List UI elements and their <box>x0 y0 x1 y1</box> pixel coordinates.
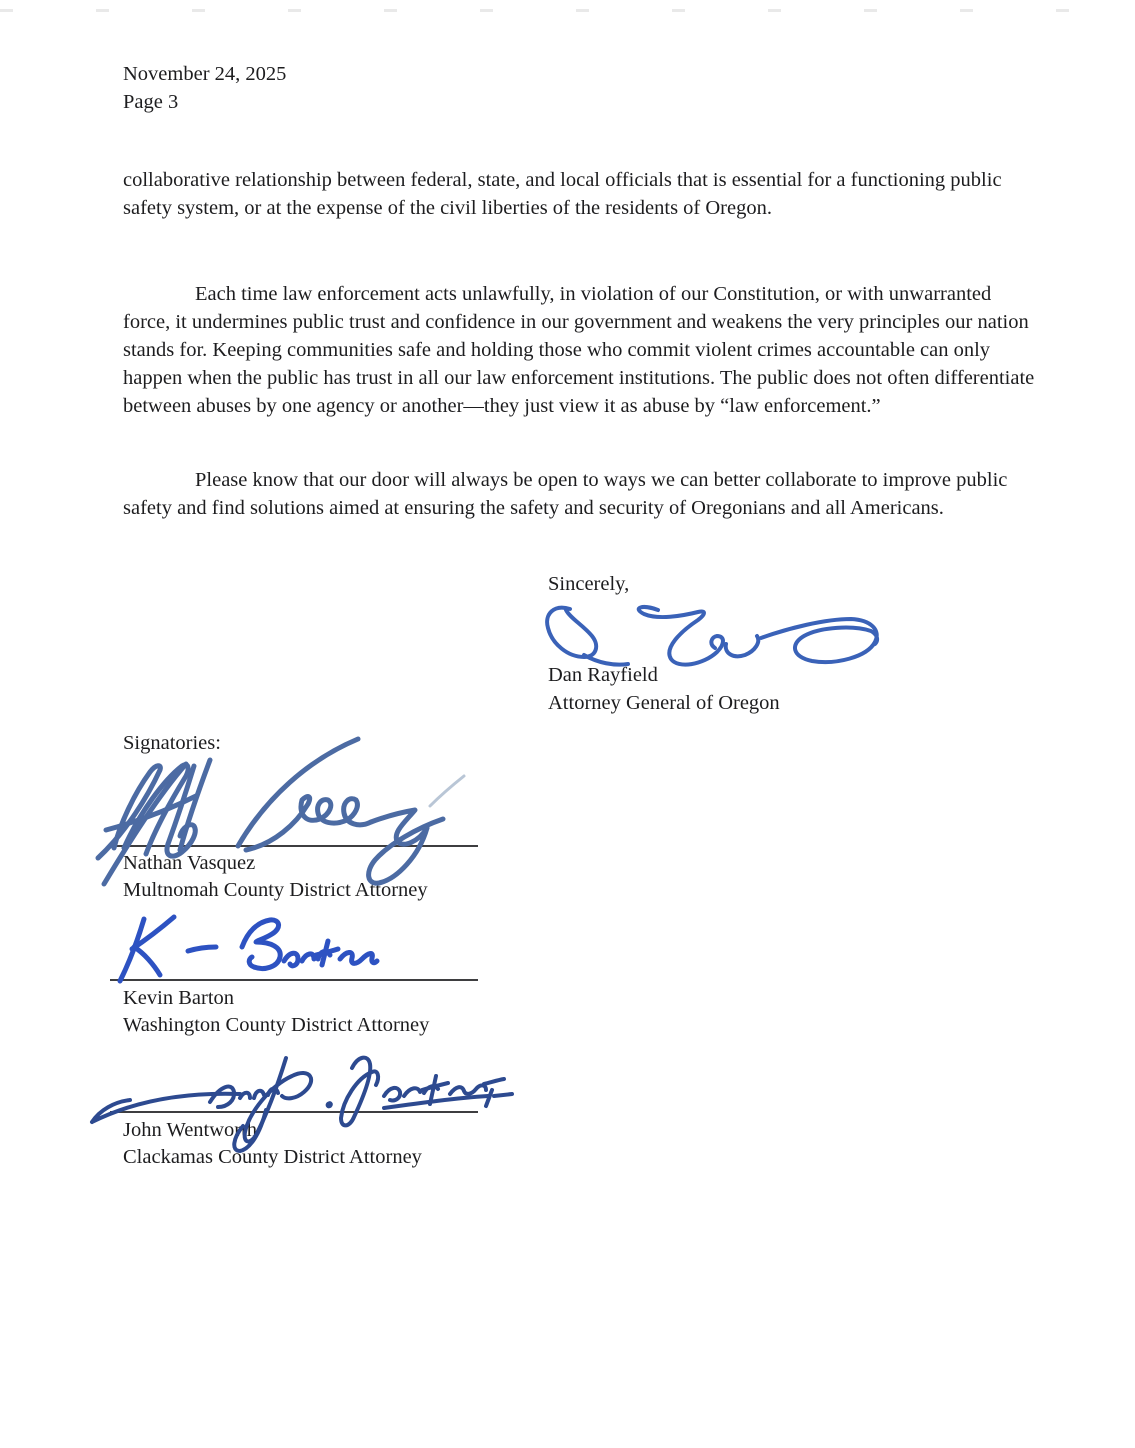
signatory-title: Washington County District Attorney <box>123 1014 430 1036</box>
wentworth-signature-icon <box>88 1050 516 1160</box>
paragraph-2: Each time law enforcement acts unlawfully, in violation of our Constitution, or with unwarranted force, it undermines public trust and confidence in our government and weakens the very principles our nation stands for. Keeping communities safe and holding those who commit violent crimes accountable can only happen when the public has trust in all our law enforcement institutions. The public does not often differentiate between abuses by one agency or another—they just view it as abuse by “law enforcement.” <box>123 283 1035 417</box>
closing-signer-name: Dan Rayfield <box>548 664 658 686</box>
barton-signature-icon <box>116 913 378 985</box>
signatory-title: Multnomah County District Attorney <box>123 879 428 901</box>
signatories-label: Signatories: <box>123 732 221 754</box>
signatory-name: John Wentworth <box>123 1119 258 1141</box>
letter-date: November 24, 2025 <box>123 63 287 85</box>
signatory-title: Clackamas County District Attorney <box>123 1146 422 1168</box>
page-number: Page 3 <box>123 91 179 113</box>
paragraph-1: collaborative relationship between federal, state, and local officials that is essential for a functioning public safety system, or at the expense of the civil liberties of the residents of Oregon. <box>123 169 1002 219</box>
closing-salutation: Sincerely, <box>548 573 630 595</box>
vasquez-signature-icon <box>96 736 486 888</box>
scan-artifact-dashes <box>0 9 1135 12</box>
closing-signer-title: Attorney General of Oregon <box>548 692 780 714</box>
closing-block <box>548 570 629 598</box>
signatory-name: Nathan Vasquez <box>123 852 256 874</box>
letter-header <box>123 60 286 116</box>
paragraph-3: Please know that our door will always be open to ways we can better collaborate to improve public safety and find solutions aimed at ensuring the safety and security of Oregonians and all Americans. <box>123 469 1008 519</box>
signatory-name: Kevin Barton <box>123 987 235 1009</box>
rayfield-signature-icon <box>540 600 885 676</box>
